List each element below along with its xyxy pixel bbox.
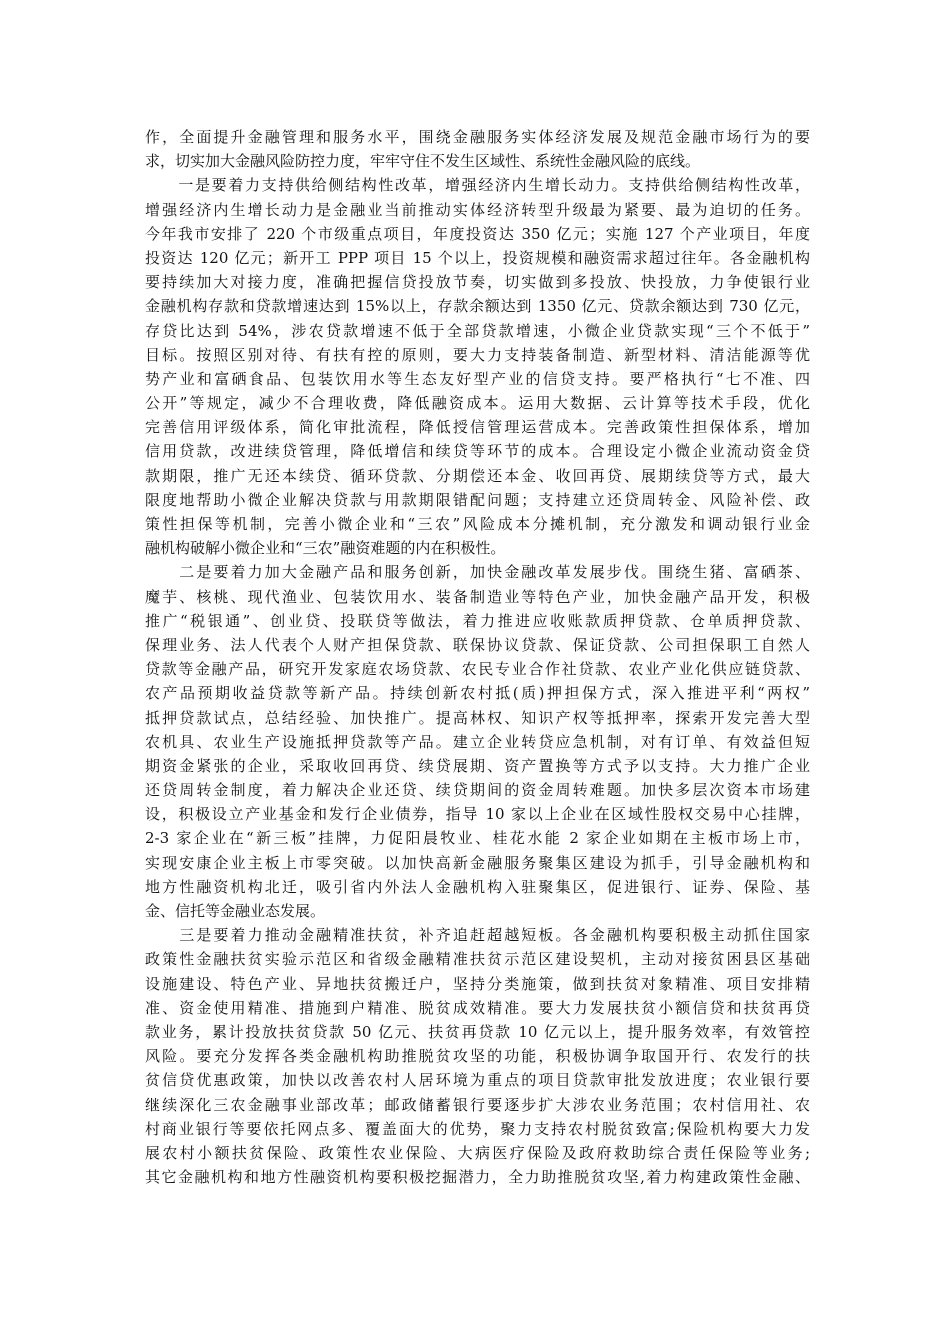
text-line: 一是要着力支持供给侧结构性改革，增强经济内生增长动力。支持供给侧结构性改革， [145, 176, 810, 195]
text-line: 展农村小额扶贫保险、政策性农业保险、大病医疗保险及政府救助综合责任保险等业务; [145, 1143, 810, 1162]
text-line: 金、信托等金融业态发展。 [145, 902, 326, 920]
text-line: 投资达 120 亿元；新开工 PPP 项目 15 个以上，投资规模和融资需求超过往年。各金融机构 [145, 248, 810, 267]
text-line: 信用贷款，改进续贷管理，降低增信和续贷等环节的成本。合理设定小微企业流动资金贷 [145, 442, 810, 461]
text-line: 增强经济内生增长动力是金融业当前推动实体经济转型升级最为紧要、最为迫切的任务。 [145, 200, 810, 219]
text-line: 金融机构存款和贷款增速达到 15%以上，存款余额达到 1350 亿元、贷款余额达到 730 亿元， [145, 297, 810, 316]
text-line: 抵押贷款试点，总结经验、加快推广。提高林权、知识产权等抵押率，探索开发完善大型 [145, 708, 810, 727]
text-line: 2-3 家企业在“新三板”挂牌，力促阳晨牧业、桂花水能 2 家企业如期在主板市场上市， [145, 829, 810, 848]
text-line: 款期限，推广无还本续贷、循环贷款、分期偿还本金、收回再贷、展期续贷等方式，最大 [145, 466, 810, 485]
text-line: 作，全面提升金融管理和服务水平，围绕金融服务实体经济发展及规范金融市场行为的要 [145, 128, 810, 146]
text-line: 公开”等规定，减少不合理收费，降低融资成本。运用大数据、云计算等技术手段，优化 [145, 394, 810, 413]
text-line: 政策性金融扶贫实验示范区和省级金融精准扶贫示范区建设契机，主动对接贫困县区基础 [145, 950, 810, 969]
text-line: 村商业银行等要依托网点多、覆盖面大的优势，聚力支持农村脱贫致富;保险机构要大力发 [145, 1119, 810, 1138]
text-line: 期资金紧张的企业，采取收回再贷、续贷展期、资产置换等方式予以支持。大力推广企业 [145, 756, 810, 775]
text-line: 限度地帮助小微企业解决贷款与用款期限错配问题；支持建立还贷周转金、风险补偿、政 [145, 490, 810, 509]
text-line: 风险。要充分发挥各类金融机构助推脱贫攻坚的功能，积极协调争取国开行、农发行的扶 [145, 1047, 810, 1066]
text-line: 实现安康企业主板上市零突破。以加快高新金融服务聚集区建设为抓手，引导金融机构和 [145, 853, 810, 872]
text-line: 继续深化三农金融事业部改革；邮政储蓄银行要逐步扩大涉农业务范围；农村信用社、农 [145, 1095, 810, 1114]
text-line: 还贷周转金制度，着力解决企业还贷、续贷期间的资金周转难题。加快多层次资本市场建 [145, 781, 810, 800]
text-line: 融机构破解小微企业和“三农”融资难题的内在积极性。 [145, 539, 506, 558]
text-line: 农机具、农业生产设施抵押贷款等产品。建立企业转贷应急机制，对有订单、有效益但短 [145, 732, 810, 751]
document-body [145, 125, 810, 1189]
text-line: 完善信用评级体系，简化审批流程，降低授信管理运营成本。完善政策性担保体系，增加 [145, 418, 810, 437]
text-line: 其它金融机构和地方性融资机构要积极挖掘潜力，全力助推脱贫攻坚,着力构建政策性金融、 [145, 1168, 810, 1187]
text-line: 存贷比达到 54%，涉农贷款增速不低于全部贷款增速，小微企业贷款实现“三个不低于” [145, 321, 810, 340]
text-line: 求，切实加大金融风险防控力度，牢牢守住不发生区域性、系统性金融风险的底线。 [145, 152, 701, 171]
text-line: 贫信贷优惠政策，加快以改善农村人居环境为重点的项目贷款审批发放进度；农业银行要 [145, 1071, 810, 1090]
text-line: 款业务，累计投放扶贫贷款 50 亿元、扶贫再贷款 10 亿元以上，提升服务效率，有效管控 [145, 1022, 810, 1041]
text-line: 保理业务、法人代表个人财产担保贷款、联保协议贷款、保证贷款、公司担保职工自然人 [145, 635, 810, 654]
text-line: 地方性融资机构北迁，吸引省内外法人金融机构入驻聚集区，促进银行、证券、保险、基 [145, 877, 810, 896]
text-line: 势产业和富硒食品、包装饮用水等生态友好型产业的信贷支持。要严格执行“七不准、四 [145, 369, 810, 388]
text-line: 二是要着力加大金融产品和服务创新，加快金融改革发展步伐。围绕生猪、富硒茶、 [145, 563, 810, 582]
text-line: 目标。按照区别对待、有扶有控的原则，要大力支持装备制造、新型材料、清洁能源等优 [145, 345, 810, 364]
text-line: 三是要着力推动金融精准扶贫，补齐追赶超越短板。各金融机构要积极主动抓住国家 [145, 926, 810, 945]
text-line: 准、资金使用精准、措施到户精准、脱贫成效精准。要大力发展扶贫小额信贷和扶贫再贷 [145, 998, 810, 1017]
text-line: 设，积极设立产业基金和发行企业债券，指导 10 家以上企业在区域性股权交易中心挂牌， [145, 805, 810, 824]
text-line: 魔芋、核桃、现代渔业、包装饮用水、装备制造业等特色产业，加快金融产品开发，积极 [145, 587, 810, 606]
text-line: 农产品预期收益贷款等新产品。持续创新农村抵(质)押担保方式，深入推进平利“两权” [145, 684, 810, 703]
text-line: 要持续加大对接力度，准确把握信贷投放节奏，切实做到多投放、快投放，力争使银行业 [145, 273, 810, 292]
text-line: 今年我市安排了 220 个市级重点项目，年度投资达 350 亿元；实施 127 个产业项目，年度 [145, 224, 810, 243]
text-line: 贷款等金融产品，研究开发家庭农场贷款、农民专业合作社贷款、农业产业化供应链贷款、 [145, 660, 810, 679]
text-line: 设施建设、特色产业、异地扶贫搬迁户，坚持分类施策，做到扶贫对象精准、项目安排精 [145, 974, 810, 993]
text-line: 推广“税银通”、创业贷、投联贷等做法，着力推进应收账款质押贷款、仓单质押贷款、 [145, 611, 810, 630]
text-line: 策性担保等机制，完善小微企业和“三农”风险成本分摊机制，充分激发和调动银行业金 [145, 515, 810, 533]
